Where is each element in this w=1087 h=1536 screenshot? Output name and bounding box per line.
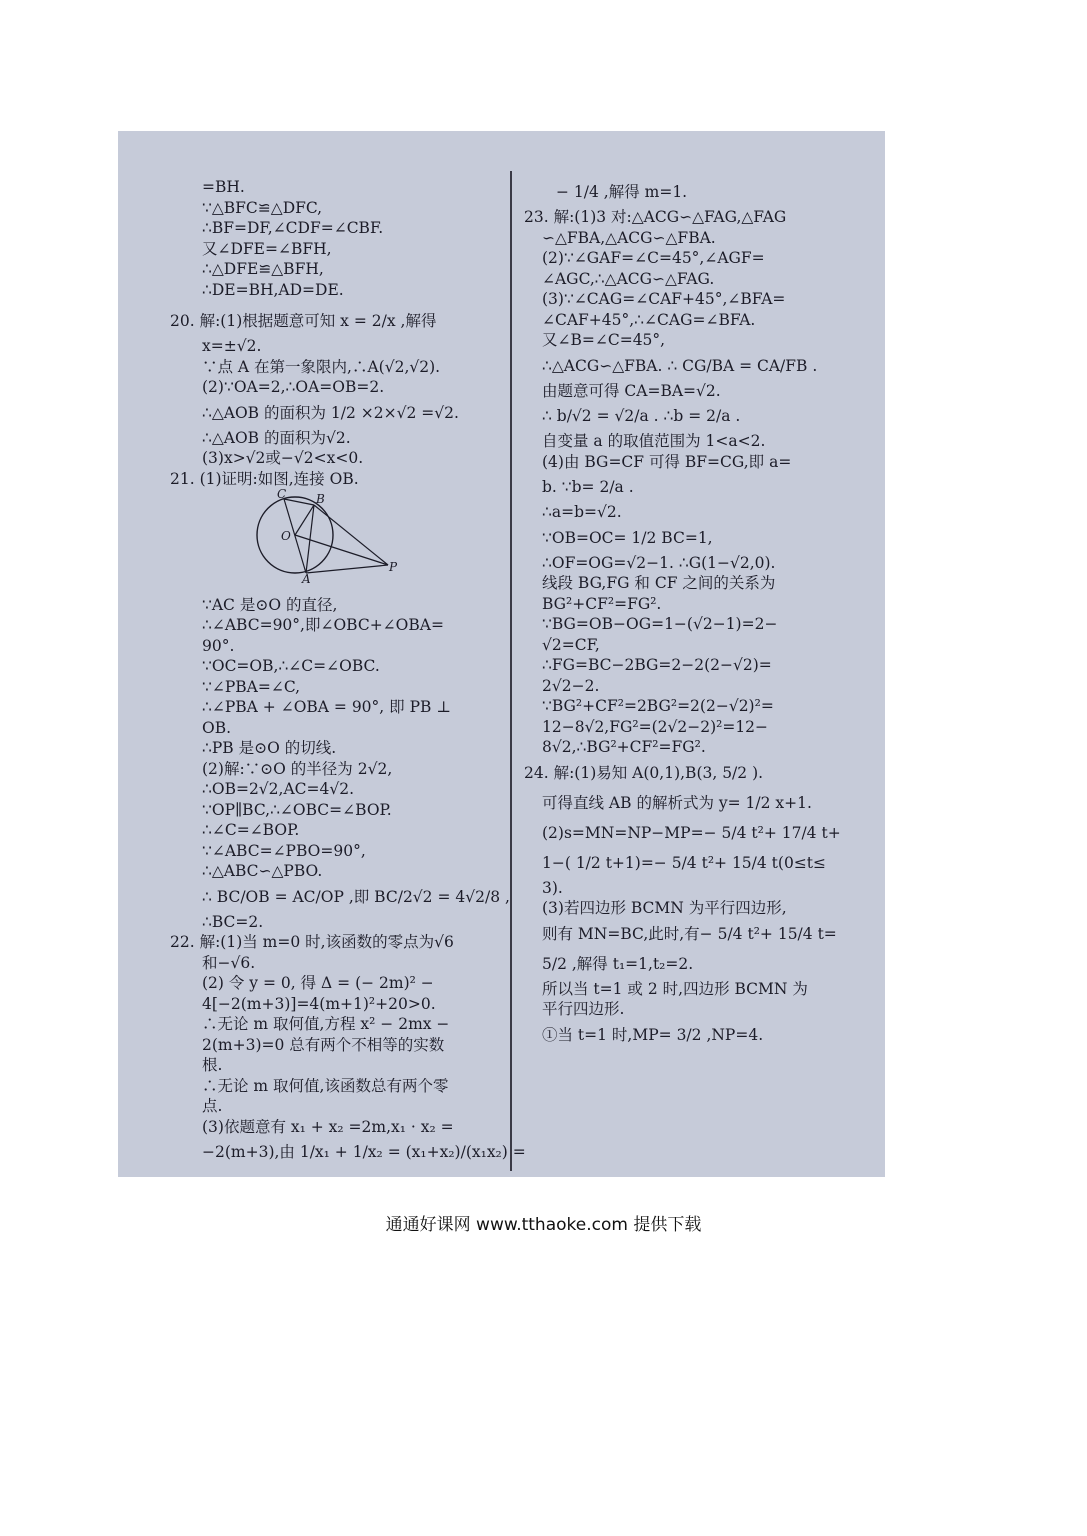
text-line: ∴BC=2.: [202, 912, 264, 931]
text-line: ∵∠ABC=∠PBO=90°,: [202, 841, 366, 860]
text-line: 又∠B=∠C=45°,: [542, 331, 666, 349]
question-21-heading: 21. (1)证明:如图,连接 OB.: [170, 469, 359, 488]
text-line: ∴DE=BH,AD=DE.: [202, 280, 344, 299]
text-line: (3)x>√2或−√2<x<0.: [202, 449, 364, 467]
text-line: 可得直线 AB 的解析式为 y= 1/2 x+1.: [542, 793, 812, 812]
text-line: 4[−2(m+3)]=4(m+1)²+20>0.: [202, 994, 436, 1013]
text-line: ∴∠C=∠BOP.: [202, 821, 300, 839]
text-line: ∴OB=2√2,AC=4√2.: [202, 780, 355, 798]
text-line: 2√2−2.: [542, 676, 600, 695]
label-a: A: [302, 572, 311, 586]
text-line: 点.: [202, 1097, 223, 1115]
text-line: (2)∵∠GAF=∠C=45°,∠AGF=: [542, 249, 765, 267]
text-line: ∴ BC/OB = AC/OP ,即 BC/2√2 = 4√2/8 ,: [202, 887, 510, 906]
text-line: (2)s=MN=NP−MP=− 5/4 t²+ 17/4 t+: [542, 823, 841, 842]
text-line: ∠CAF+45°,∴∠CAG=∠BFA.: [542, 310, 756, 329]
label-o: O: [281, 529, 291, 543]
text-line: 所以当 t=1 或 2 时,四边形 BCMN 为: [542, 979, 808, 998]
text-line: ∵AC 是⊙O 的直径,: [202, 595, 338, 614]
text-line: ∴PB 是⊙O 的切线.: [202, 739, 337, 757]
text-line: 和−√6.: [202, 953, 256, 972]
text-line: 平行四边形.: [542, 1000, 625, 1018]
scanned-page: [118, 131, 885, 1177]
text-line: 又∠DFE=∠BFH,: [202, 239, 332, 258]
text-line: 8√2,∴BG²+CF²=FG².: [542, 738, 706, 756]
text-line: ∴∠PBA + ∠OBA = 90°, 即 PB ⊥: [202, 698, 451, 716]
tangent-pb: [314, 505, 388, 565]
site-footer: 通通好课网 www.tthaoke.com 提供下载: [385, 1215, 702, 1235]
text-line: ∴△DFE≌△BFH,: [202, 260, 324, 278]
right-column: [524, 177, 874, 1050]
question-20-heading: 20. 解:(1)根据题意可知 x = 2/x ,解得: [170, 312, 437, 330]
text-line: (2) 令 y = 0, 得 Δ = (− 2m)² −: [202, 974, 434, 992]
text-line: ∴BF=DF,∠CDF=∠CBF.: [202, 219, 384, 237]
text-line: ∵△BFC≌△DFC,: [202, 198, 323, 217]
text-line: (3)若四边形 BCMN 为平行四边形,: [542, 899, 787, 917]
text-line: √2=CF,: [542, 635, 600, 654]
text-line: ∴△AOB 的面积为 1/2 ×2×√2 =√2.: [202, 403, 459, 422]
text-line: (3)依题意有 x₁ + x₂ =2m,x₁ · x₂ =: [202, 1117, 454, 1136]
text-line: ∽△FBA,△ACG∽△FBA.: [542, 228, 716, 247]
text-line: − 1/4 ,解得 m=1.: [556, 183, 688, 201]
text-line: ∵OC=OB,∴∠C=∠OBC.: [202, 657, 380, 675]
circle-tangent-figure: [250, 487, 400, 586]
text-line: ①当 t=1 时,MP= 3/2 ,NP=4.: [542, 1025, 764, 1044]
text-line: ∵OB=OC= 1/2 BC=1,: [542, 528, 713, 547]
text-line: OB.: [202, 718, 232, 737]
text-line: 根.: [202, 1056, 223, 1074]
question-23-heading: 23. 解:(1)3 对:△ACG∽△FAG,△FAG: [524, 208, 787, 226]
column-divider: [510, 171, 512, 1171]
text-line: (2)解:∵⊙O 的半径为 2√2,: [202, 759, 393, 778]
label-c: C: [277, 487, 287, 501]
text-line: 由题意可得 CA=BA=√2.: [542, 381, 721, 400]
text-line: ∴∠ABC=90°,即∠OBC+∠OBA=: [202, 616, 444, 634]
text-line: 则有 MN=BC,此时,有− 5/4 t²+ 15/4 t=: [542, 924, 837, 943]
question-22-heading: 22. 解:(1)当 m=0 时,该函数的零点为√6: [170, 933, 454, 951]
text-line: BG²+CF²=FG².: [542, 594, 662, 613]
text-line: −2(m+3),由 1/x₁ + 1/x₂ = (x₁+x₂)/(x₁x₂) =: [202, 1143, 526, 1161]
text-line: 1−( 1/2 t+1)=− 5/4 t²+ 15/4 t(0≤t≤: [542, 853, 827, 872]
text-line: 12−8√2,FG²=(2√2−2)²=12−: [542, 717, 769, 736]
text-line: ∴△AOB 的面积为√2.: [202, 428, 351, 447]
text-line: ∵OP∥BC,∴∠OBC=∠BOP.: [202, 800, 392, 819]
text-line: ∠AGC,∴△ACG∽△FAG.: [542, 269, 715, 288]
text-line: 90°.: [202, 636, 235, 655]
text-line: 自变量 a 的取值范围为 1<a<2.: [542, 432, 766, 450]
text-line: ∵BG=OB−OG=1−(√2−1)=2−: [542, 615, 778, 633]
text-line: ∵点 A 在第一象限内,∴A(√2,√2).: [202, 357, 441, 376]
text-line: 3).: [542, 878, 563, 897]
text-line: x=±√2.: [202, 337, 262, 355]
text-line: ∵∠PBA=∠C,: [202, 677, 301, 696]
text-line: 5/2 ,解得 t₁=1,t₂=2.: [542, 954, 694, 973]
text-line: (4)由 BG=CF 可得 BF=CG,即 a=: [542, 452, 792, 471]
text-line: ∴△ACG∽△FBA. ∴ CG/BA = CA/FB .: [542, 356, 818, 375]
text-line: (3)∵∠CAG=∠CAF+45°,∠BFA=: [542, 290, 786, 308]
text-line: 2(m+3)=0 总有两个不相等的实数: [202, 1035, 445, 1054]
question-24-heading: 24. 解:(1)易知 A(0,1),B(3, 5/2 ).: [524, 763, 764, 782]
text-line: ∴无论 m 取何值,该函数总有两个零: [202, 1076, 449, 1095]
label-b: B: [316, 492, 325, 506]
text-line: ∴ b/√2 = √2/a . ∴b = 2/a .: [542, 407, 741, 425]
left-column: [170, 177, 526, 1167]
text-line: (2)∵OA=2,∴OA=OB=2.: [202, 378, 385, 396]
text-line: ∴无论 m 取何值,方程 x² − 2mx −: [202, 1015, 450, 1033]
text-line: b. ∵b= 2/a .: [542, 478, 634, 496]
text-line: ∵BG²+CF²=2BG²=2(2−√2)²=: [542, 697, 774, 715]
segment-pa: [306, 565, 388, 573]
text-line: 线段 BG,FG 和 CF 之间的关系为: [542, 574, 776, 592]
text-line: ∴FG=BC−2BG=2−2(2−√2)=: [542, 656, 772, 674]
label-p: P: [389, 560, 398, 574]
text-line: =BH.: [202, 178, 245, 196]
text-line: ∴△ABC∽△PBO.: [202, 862, 323, 880]
text-line: ∴OF=OG=√2−1. ∴G(1−√2,0).: [542, 553, 776, 572]
text-line: ∴a=b=√2.: [542, 503, 622, 521]
